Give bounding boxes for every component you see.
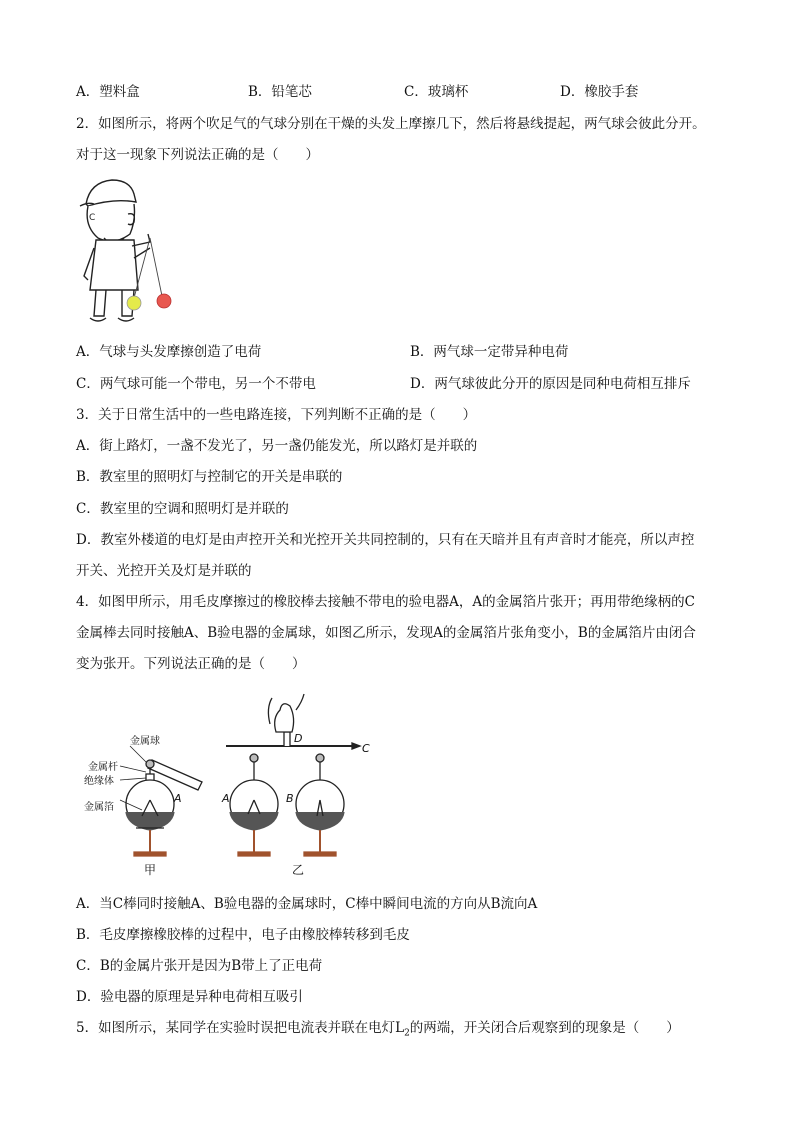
q2-option-b: B．两气球一定带异种电荷 (410, 344, 569, 360)
q4-option-b: B．毛皮摩擦橡胶棒的过程中，电子由橡胶棒转移到毛皮 (76, 927, 410, 943)
q4-figure (76, 688, 376, 880)
q2-options-row2 (76, 374, 726, 394)
q2-stem-line1: 2．如图所示，将两个吹足气的气球分别在干燥的头发上摩擦几下，然后将悬线提起，两气球会彼此分开。 (76, 116, 706, 132)
q3-option-d: D．教室外楼道的电灯是由声控开关和光控开关共同控制的，只有在天暗并且有声音时才能亮，所以声控 (76, 532, 695, 548)
q4-option-d: D．验电器的原理是异种电荷相互吸引 (76, 989, 303, 1005)
q2-option-a: A．气球与头发摩擦创造了电荷 (76, 344, 262, 360)
q4-option-a: A．当C棒同时接触A、B验电器的金属球时，C棒中瞬间电流的方向从B流向A (76, 896, 538, 912)
q1-option-d: D．橡胶手套 (560, 84, 639, 100)
q3-option-d-continued: 开关、光控开关及灯是并联的 (76, 563, 252, 579)
yellow-balloon (127, 296, 141, 310)
q1-option-c: C．玻璃杯 (404, 84, 469, 100)
q3-option-b: B．教室里的照明灯与控制它的开关是串联的 (76, 469, 343, 485)
q5-stem-pre: 5．如图所示，某同学在实验时误把电流表并联在电灯L (76, 1020, 405, 1036)
label-a-jia: A (174, 792, 182, 805)
red-balloon (157, 294, 171, 308)
q4-stem-line2: 金属棒去同时接触A、B验电器的金属球，如图乙所示，发现A的金属箔片张角变小，B的金属箔片由闭合 (76, 625, 696, 641)
label-insulator: 绝缘体 (84, 776, 114, 787)
q2-options-row1 (76, 342, 726, 362)
q5-stem-sub: 2 (404, 1028, 410, 1039)
label-metal-rod: 金属杆 (88, 762, 118, 773)
label-metal-ball: 金属球 (130, 736, 160, 747)
label-a-yi: A (222, 792, 230, 805)
q2-figure-label: C (89, 213, 96, 223)
q1-options (76, 82, 726, 102)
label-b-yi: B (286, 792, 294, 805)
q1-option-a: A．塑料盒 (76, 84, 140, 100)
label-metal-foil: 金属箔 (84, 802, 114, 813)
label-c: C (362, 742, 370, 755)
label-yi: 乙 (292, 863, 305, 877)
q3-option-c: C．教室里的空调和照明灯是并联的 (76, 501, 289, 517)
q1-option-b: B．铅笔芯 (248, 84, 312, 100)
q3-stem: 3．关于日常生活中的一些电路连接，下列判断不正确的是（ ） (76, 407, 477, 423)
q4-stem-line3: 变为张开。下列说法正确的是（ ） (76, 656, 306, 672)
q2-stem-line2: 对于这一现象下列说法正确的是（ ） (76, 147, 319, 163)
q5-stem-post: 的两端，开关闭合后观察到的现象是（ ） (409, 1020, 680, 1036)
q4-option-c: C．B的金属片张开是因为B带上了正电荷 (76, 958, 323, 974)
label-jia: 甲 (144, 863, 157, 877)
label-d: D (294, 732, 303, 745)
q4-stem-line1: 4．如图甲所示，用毛皮摩擦过的橡胶棒去接触不带电的验电器A，A的金属箔片张开；再用带绝缘柄的C (76, 594, 695, 610)
q5-stem (76, 1018, 680, 1044)
q2-option-d: D．两气球彼此分开的原因是同种电荷相互排斥 (410, 376, 691, 392)
q2-figure (74, 176, 194, 328)
q2-option-c: C．两气球可能一个带电，另一个不带电 (76, 376, 316, 392)
q3-option-a: A．街上路灯，一盏不发光了，另一盏仍能发光，所以路灯是并联的 (76, 438, 478, 454)
